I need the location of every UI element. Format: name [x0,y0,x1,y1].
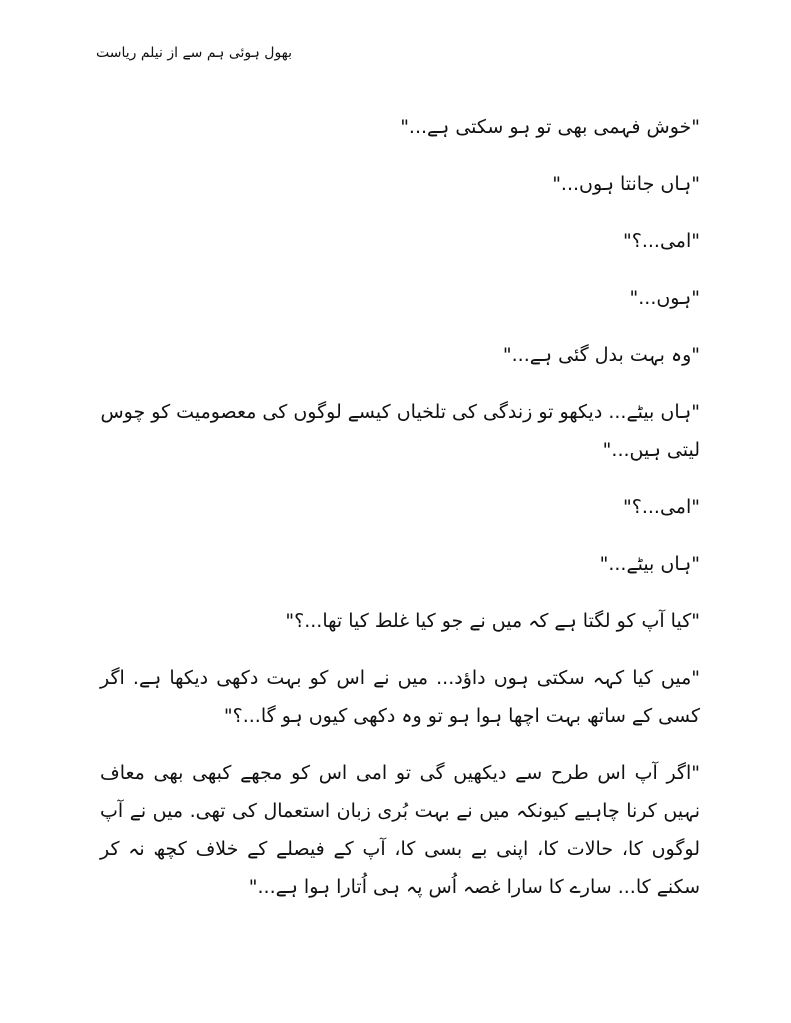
page-header-book-title: بھول ہوئی ہم سے از نیلم ریاست [96,45,293,61]
paragraph-10: "میں کیا کہہ سکتی ہوں داؤد... میں نے اس کو بہت دکھی دیکھا ہے. اگر کسی کے ساتھ بہت اچھا ہوا ہو تو وہ دکھی کیوں ہو گا...؟" [100,667,700,727]
page-body [100,108,700,925]
paragraph-2: "ہاں جانتا ہوں..." [552,173,700,195]
paragraph-5: "وہ بہت بدل گئی ہے..." [502,344,700,366]
paragraph-7: "امی...؟" [623,496,700,518]
paragraph-9: "کیا آپ کو لگتا ہے کہ میں نے جو کیا غلط کیا تھا...؟" [285,610,700,632]
paragraph-4: "ہوں..." [629,287,700,309]
paragraph-11: "اگر آپ اس طرح سے دیکھیں گی تو امی اس کو مجھے کبھی بھی معاف نہیں کرنا چاہیے کیونکہ میں نے بہت بُری زبان استعمال کی تھی. میں نے آپ لوگوں کا، حالات کا، اپنی بے بسی کا، آپ کے فیصلے کے خلاف کچھ نہ کر سکنے کا... سارے کا سارا غصہ اُس پہ ہی اُتارا ہوا ہے..." [100,762,700,898]
paragraph-6: "ہاں بیٹے... دیکھو تو زندگی کی تلخیاں کیسے لوگوں کی معصومیت کو چوس لیتی ہیں..." [100,401,700,461]
paragraph-3: "امی...؟" [623,230,700,252]
paragraph-1: "خوش فہمی بھی تو ہو سکتی ہے..." [400,116,700,138]
paragraph-8: "ہاں بیٹے..." [599,553,700,575]
